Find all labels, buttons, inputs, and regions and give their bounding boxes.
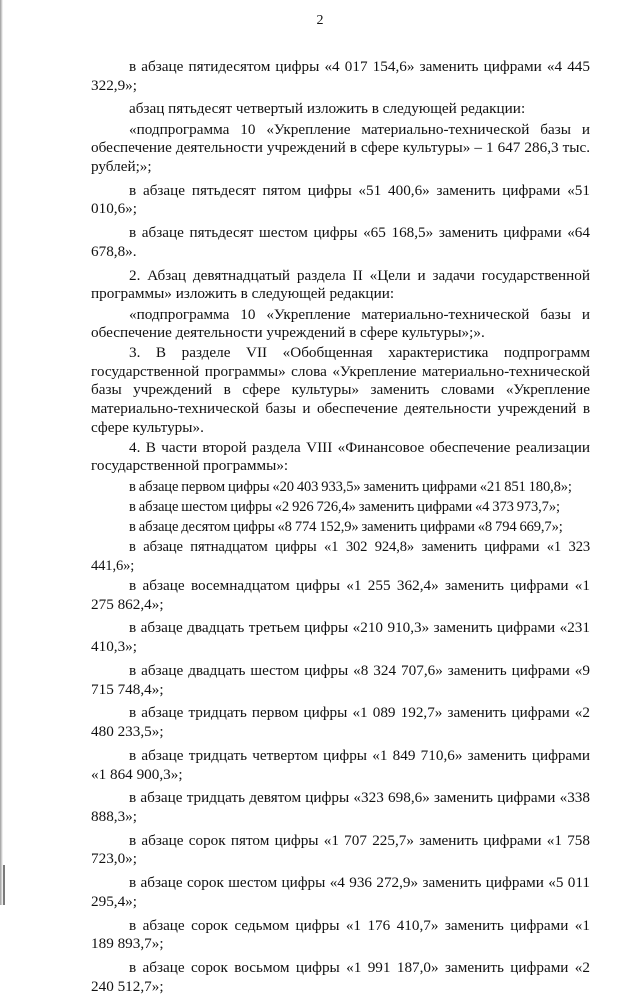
paragraph: в абзаце пятидесятом цифры «4 017 154,6» заменить цифрами «4 445 322,9»; xyxy=(91,58,590,94)
paragraph: в абзаце сорок седьмом цифры «1 176 410,7» заменить цифрами «1 189 893,7»; xyxy=(91,916,590,953)
page-number: 2 xyxy=(316,13,324,28)
paragraph: в абзаце десятом цифры «8 774 152,9» заменить цифрами «8 794 669,7»; xyxy=(129,519,563,535)
paragraph: в абзаце восемнадцатом цифры «1 255 362,4» заменить цифрами «1 275 862,4»; xyxy=(91,576,590,613)
paragraph: в абзаце сорок восьмом цифры «1 991 187,0» заменить цифрами «2 240 512,7»; xyxy=(91,959,590,995)
paragraph: в абзаце двадцать шестом цифры «8 324 707,6» заменить цифрами «9 715 748,4»; xyxy=(91,661,590,698)
paragraph: в абзаце сорок шестом цифры «4 936 272,9» заменить цифрами «5 011 295,4»; xyxy=(91,874,590,910)
paragraph: 3. В разделе VII «Обобщенная характеристика подпрограмм государственной программы» слова «Укрепление материально-технической базы учреждений в сфере культуры» заменить словами «Укрепление материально-технической базы и обеспечение деятельности учреждений в сфере культуры». xyxy=(91,344,590,436)
paragraph: в абзаце пятнадцатом цифры «1 302 924,8» заменить цифрами «1 323 441,6»; xyxy=(91,539,590,574)
paragraph: в абзаце пятьдесят пятом цифры «51 400,6» заменить цифрами «51 010,6»; xyxy=(91,181,590,218)
paragraph: в абзаце тридцать девятом цифры «323 698,6» заменить цифрами «338 888,3»; xyxy=(91,789,590,825)
paragraph: в абзаце двадцать третьем цифры «210 910,3» заменить цифрами «231 410,3»; xyxy=(91,619,590,656)
paragraph: «подпрограмма 10 «Укрепление материально-технической базы и обеспечение деятельности учреждений в сфере культуры»;». xyxy=(91,305,590,342)
paragraph: в абзаце тридцать первом цифры «1 089 192,7» заменить цифрами «2 480 233,5»; xyxy=(91,704,590,741)
paragraph: в абзаце первом цифры «20 403 933,5» заменить цифрами «21 851 180,8»; xyxy=(129,478,572,495)
document-body xyxy=(91,58,590,1002)
paragraph: в абзаце пятьдесят шестом цифры «65 168,5» заменить цифрами «64 678,8». xyxy=(91,224,590,260)
paragraph: 2. Абзац девятнадцатый раздела II «Цели и задачи государственной программы» изложить в следующей редакции: xyxy=(91,266,590,303)
paragraph: в абзаце сорок пятом цифры «1 707 225,7» заменить цифрами «1 758 723,0»; xyxy=(91,831,590,868)
paragraph: в абзаце шестом цифры «2 926 726,4» заменить цифрами «4 373 973,7»; xyxy=(129,498,560,515)
scan-edge xyxy=(0,0,3,905)
paragraph: абзац пятьдесят четвертый изложить в следующей редакции: xyxy=(129,100,526,118)
paragraph: 4. В части второй раздела VIII «Финансовое обеспечение реализации государственной программы»: xyxy=(91,438,590,475)
paragraph: в абзаце тридцать четвертом цифры «1 849 710,6» заменить цифрами «1 864 900,3»; xyxy=(91,746,590,783)
scan-mark xyxy=(3,865,5,905)
paragraph: «подпрограмма 10 «Укрепление материально-технической базы и обеспечение деятельности учреждений в сфере культуры» – 1 647 286,3 тыс. рублей;»; xyxy=(91,120,590,175)
